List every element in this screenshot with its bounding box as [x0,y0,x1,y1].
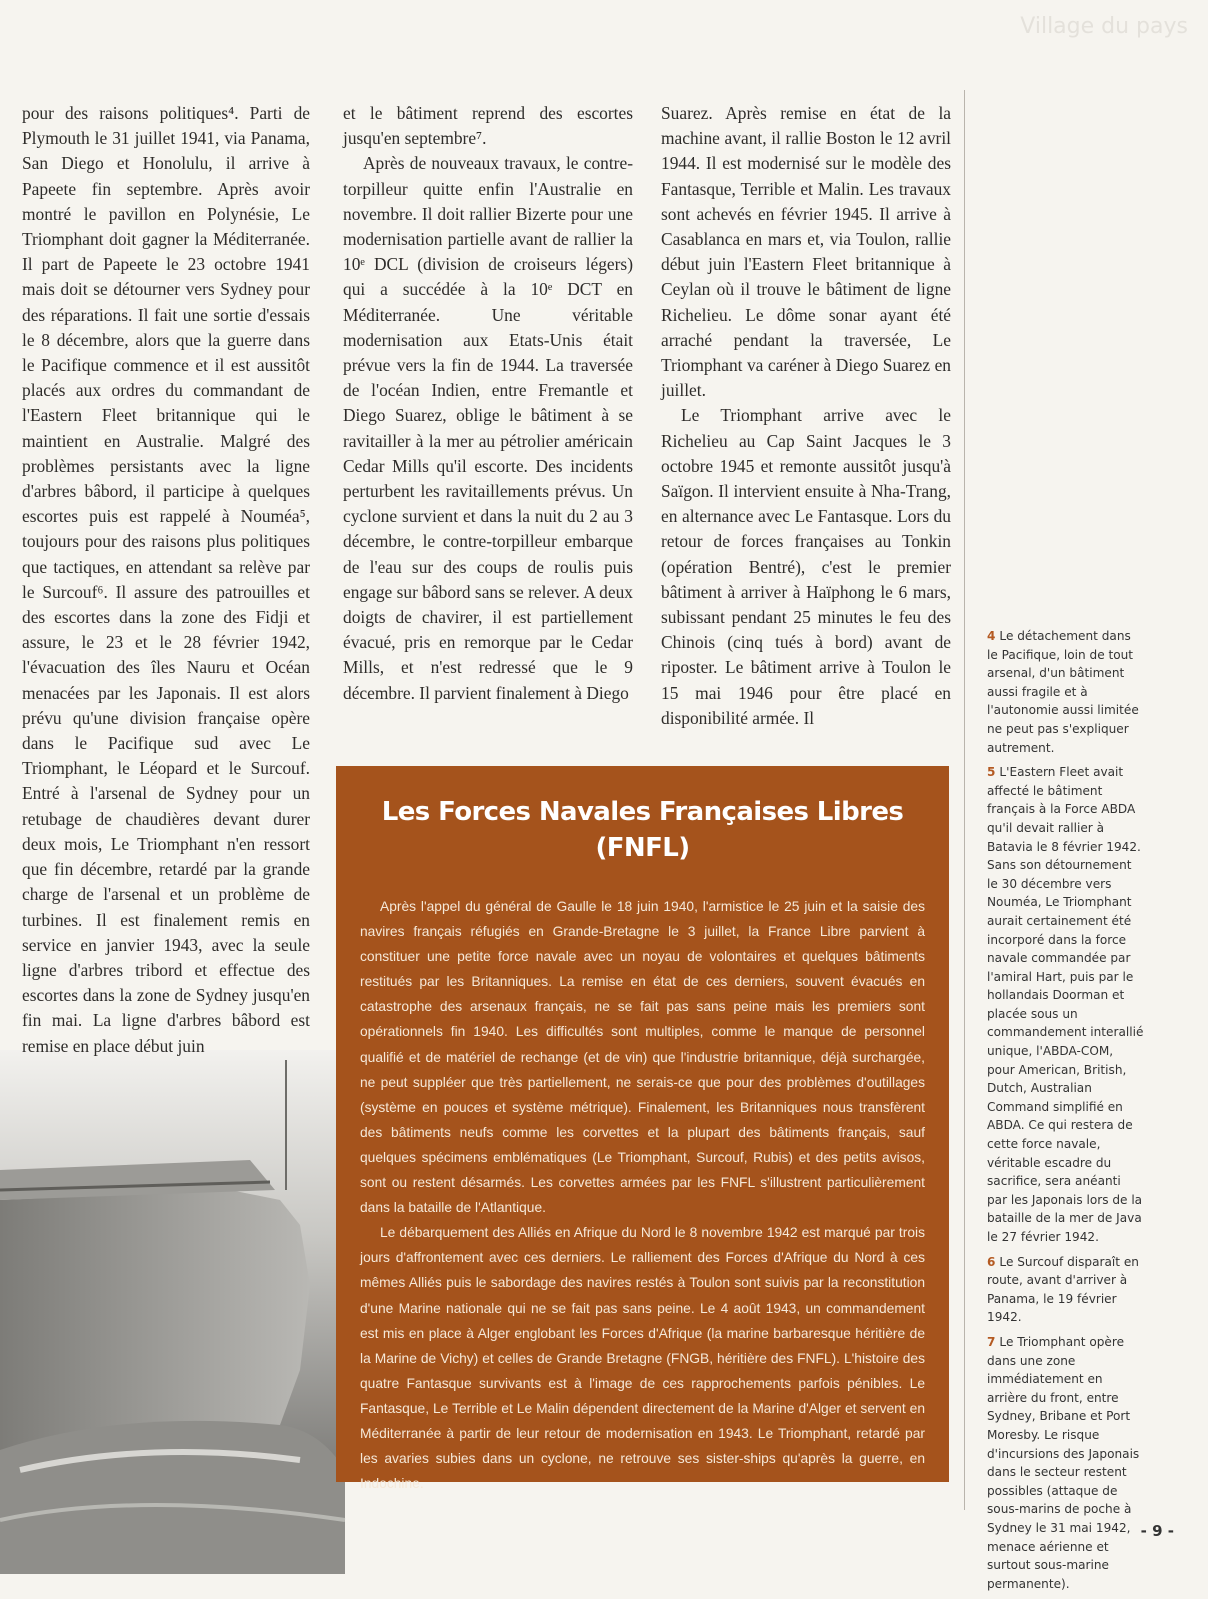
body-paragraph: et le bâtiment reprend des escortes jusqu'en septembre⁷. [343,103,633,149]
footnote [987,1253,1144,1327]
footnote-text: Le détachement dans le Pacifique, loin de tout arsenal, d'un bâtiment aussi fragile et à l'autonomie aussi limitée ne peut pas s'expliquer autrement. [987,629,1139,755]
body-paragraph: Après de nouveaux travaux, le contre-torpilleur quitte enfin l'Australie en novembre. Il doit rallier Bizerte pour une modernisation partielle avant de rallier la 10ᵉ DCL (division de croiseurs légers) qui a succédée à la 10ᵉ DCT en Méditerranée. Une véritable modernisation aux Etats-Unis était prévue vers la fin de 1944. La traversée de l'océan Indien, entre Fremantle et Diego Suarez, oblige le bâtiment à se ravitailler à la mer au pétrolier américain Cedar Mills qu'il escorte. Des incidents perturbent les ravitaillements prévus. Un cyclone survient et dans la nuit du 2 au 3 décembre, le contre-torpilleur embarque de l'eau sur des coups de roulis puis engage sur bâbord sans se relever. A deux doigts de chavirer, il est partiellement évacué, pris en remorque par le Cedar Mills, et n'est redressé que le 9 décembre. Il parvient finalement à Diego [343,153,633,703]
box-paragraph: Le débarquement des Alliés en Afrique du Nord le 8 novembre 1942 est marqué par trois jours d'affrontement avec ces derniers. Le ralliement des Forces d'Afrique du Nord à ces mêmes Alliés puis le sabordage des navires restés à Toulon sont suivis par la reconstitution d'une Marine nationale qui ne se fait pas sans peine. Le 4 août 1943, un commandement est mis en place à Alger englobant les Forces d'Afrique (la marine barbaresque héritière de la Marine de Vichy) et celles de Grande Bretagne (FNGB, héritière des FNFL). L'histoire des quatre Fantasque survivants est à l'image de ces rapprochements parfois pénibles. Le Fantasque, Le Terrible et Le Malin dépendent directement de la Marine d'Alger et servent en Méditerranée à partir de leur retour de modernisation en 1943. Le Triomphant, retardé par les avaries subies dans un cyclone, ne retrouve ses sister-ships qu'après la guerre, en Indochine. [360,1225,925,1492]
footnote [987,627,1144,757]
footnote-number: 4 [987,629,996,643]
running-head: Village du pays [1020,14,1188,39]
footnote-number: 7 [987,1334,996,1349]
body-paragraph: Le Triomphant arrive avec le Richelieu au Cap Saint Jacques le 3 octobre 1945 et remonte aussitôt jusqu'à Saïgon. Il intervient ensuite à Nha-Trang, en alternance avec Le Fantasque. Lors du retour de forces françaises au Tonkin (opération Bentré), c'est le premier bâtiment à arriver à Haïphong le 6 mars, subissant pendant 25 minutes le feu des Chinois (cinq tués à bord) avant de riposter. Le bâtiment arrive à Toulon le 15 mai 1946 pour être placé en disponibilité armée. Il [661,405,951,728]
footnote-text: Le Triomphant opère dans une zone immédiatement en arrière du front, entre Sydney, Bribane et Port Moresby. Le risque d'incursions des Japonais dans le secteur restent possibles (attaque de sous-marins de poche à Sydney le 31 mai 1942, menace aérienne et surtout sous-marine permanente). [987,1334,1140,1591]
text-column-1 [22,101,310,1059]
body-paragraph: pour des raisons politiques⁴. Parti de Plymouth le 31 juillet 1941, via Panama, San Diego et Honolulu, il arrive à Papeete fin septembre. Après avoir montré le pavillon en Polynésie, Le Triomphant doit gagner la Méditerranée. Il part de Papeete le 23 octobre 1941 mais doit se détourner vers Sydney pour des réparations. Il fait une sortie d'essais le 8 décembre, alors que la guerre dans le Pacifique commence et il est aussitôt placés aux ordres du commandant de l'Eastern Fleet britannique qui le maintient en Australie. Malgré des problèmes persistants avec la ligne d'arbres bâbord, il participe à quelques escortes puis est rappelé à Nouméa⁵, toujours pour des raisons plus politiques que tactiques, en attendant sa relève par le Surcouf⁶. Il assure des patrouilles et des escortes dans la zone des Fidji et assure, le 23 et le 28 février 1942, l'évacuation des îles Nauru et Océan menacées par les Japonais. Il est alors prévu qu'une division française opère dans le Pacifique sud avec Le Triomphant, le Léopard et le Surcouf. Entré à l'arsenal de Sydney pour un retubage de chaudières devant durer deux mois, Le Triomphant n'en ressort que fin décembre, retardé par la grande charge de l'arsenal et un problème de turbines. Il est finalement remis en service en janvier 1943, avec la seule ligne d'arbres tribord et effectue des escortes dans la zone de Sydney jusqu'en fin mai. La ligne d'arbres bâbord est remise en place début juin [22,103,310,1056]
box-title: Les Forces Navales Françaises Libres (FNFL) [381,797,904,863]
footnote [987,763,1144,1246]
page-number: - 9 - [1140,1522,1174,1540]
footnote-number: 5 [987,765,996,780]
footnote-text: Le Surcouf disparaît en route, avant d'arriver à Panama, le 19 février 1942. [987,1254,1139,1325]
body-paragraph: Suarez. Après remise en état de la machine avant, il rallie Boston le 12 avril 1944. Il est modernisé sur le modèle des Fantasque, Terrible et Malin. Les travaux sont achevés en février 1945. Il arrive à Casablanca en mars et, via Toulon, rallie début juin l'Eastern Fleet britannique à Ceylan où il trouve le bâtiment de ligne Richelieu. Le dôme sonar ayant été arraché pendant la traversée, Le Triomphant va caréner à Diego Suarez en juillet. [661,103,951,401]
ship-photo [0,1050,345,1574]
column-divider [964,90,965,1510]
footnote [987,1333,1144,1593]
text-column-3 [661,101,951,731]
text-column-2 [343,101,633,706]
sidebar-box-fnfl [336,766,949,1492]
footnotes [987,627,1144,1599]
box-paragraph: Après l'appel du général de Gaulle le 18 juin 1940, l'armistice le 25 juin et la saisie des navires français réfugiés en Grande-Bretagne le 3 juillet, la France Libre parvient à constituer une petite force navale avec un noyau de volontaires et quelques bâtiments restitués par les Britanniques. La remise en état de ces derniers, souvent évacués en catastrophe des arsenaux français, ne se fait pas sans peine mais les premiers sont opérationnels fin 1940. Les difficultés sont multiples, comme le manque de personnel qualifié et de matériel de rechange (et de vin) que l'industrie britannique, déjà surchargée, ne peut suppléer que très partiellement, ne serais-ce que pour des problèmes d'outillages (système en pouces et système métrique). Finalement, les Britanniques nous transfèrent des bâtiments neufs comme les corvettes et la plupart des bâtiments français, sauf quelques spécimens emblématiques (Le Triomphant, Surcouf, Rubis) et des petits avisos, sont ou restent désarmés. Les corvettes armées par les FNFL s'illustrent particulièrement dans la bataille de l'Atlantique. [360,899,925,1216]
footnote-text: L'Eastern Fleet avait affecté le bâtiment français à la Force ABDA qu'il devait rallier à Batavia le 8 février 1942. Sans son détournement le 30 décembre vers Nouméa, Le Triomphant aurait certainement été incorporé dans la force navale commandée par l'amiral Hart, puis par le hollandais Doorman et placée sous un commandement interallié unique, l'ABDA-COM, pour American, British, Dutch, Australian Command simplifié en ABDA. Ce qui restera de cette force navale, véritable escadre du sacrifice, sera anéanti par les Japonais lors de la bataille de la mer de Java le 27 février 1942. [987,765,1144,1244]
footnote-number: 6 [987,1254,996,1269]
